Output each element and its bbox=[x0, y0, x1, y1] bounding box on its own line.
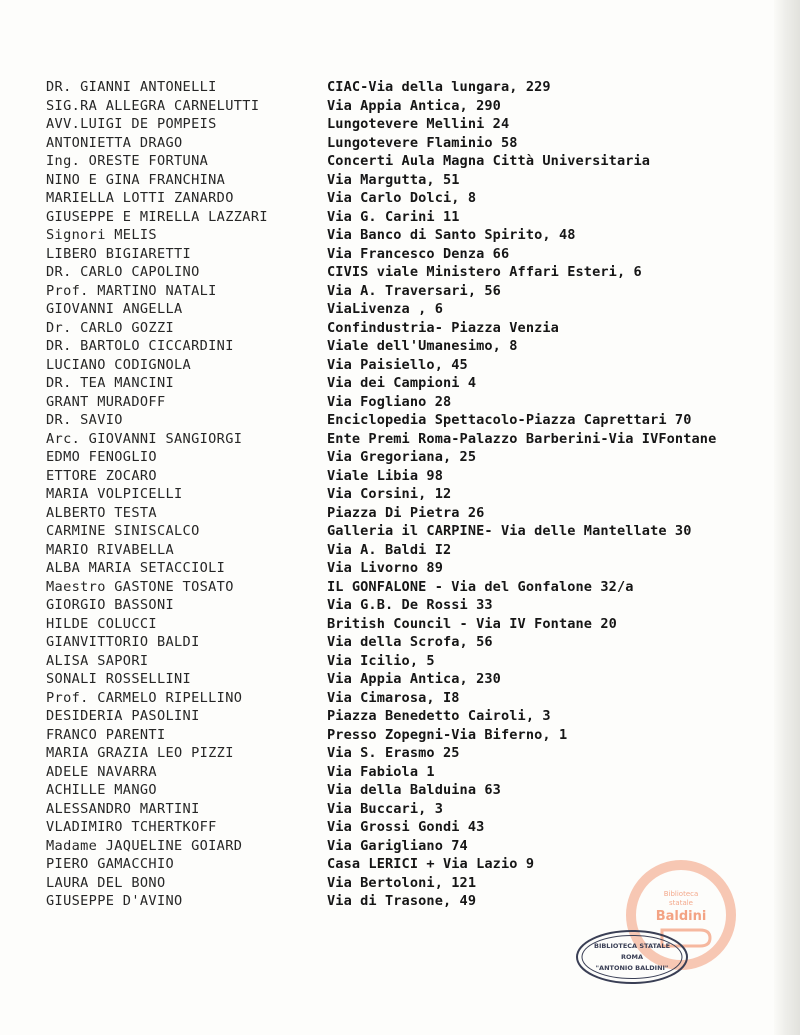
entry-name: PIERO GAMACCHIO bbox=[46, 856, 175, 872]
entry-name: MARIELLA LOTTI ZANARDO bbox=[46, 190, 234, 206]
entry-name: Signori MELIS bbox=[46, 227, 157, 243]
entry-address: Via Appia Antica, 290 bbox=[327, 97, 501, 114]
entry-name: GRANT MURADOFF bbox=[46, 393, 166, 410]
entry-address: Via Carlo Dolci, 8 bbox=[327, 190, 477, 206]
entry-name: VLADIMIRO TCHERTKOFF bbox=[46, 819, 217, 835]
entry-name: Ing. ORESTE FORTUNA bbox=[46, 153, 209, 169]
entry-address: Lungotevere Mellini 24 bbox=[327, 116, 510, 132]
entry-address: Presso Zopegni-Via Biferno, 1 bbox=[327, 726, 568, 743]
list-item bbox=[46, 263, 766, 282]
entry-address: Concerti Aula Magna Città Universitaria bbox=[327, 153, 651, 169]
entry-name: GIUSEPPE D'AVINO bbox=[46, 893, 183, 909]
list-item bbox=[46, 578, 766, 597]
list-item bbox=[46, 319, 766, 338]
list-item bbox=[46, 707, 766, 726]
entry-address: Via Francesco Denza 66 bbox=[327, 245, 510, 262]
list-item bbox=[46, 652, 766, 671]
entry-name: MARIA GRAZIA LEO PIZZI bbox=[46, 745, 234, 761]
entry-name: Arc. GIOVANNI SANGIORGI bbox=[46, 430, 243, 447]
entry-address: Via della Scrofa, 56 bbox=[327, 634, 493, 650]
list-item bbox=[46, 189, 766, 208]
list-item bbox=[46, 171, 766, 190]
entry-address: Via Buccari, 3 bbox=[327, 800, 443, 817]
list-item bbox=[46, 559, 766, 578]
entry-address: Via S. Erasmo 25 bbox=[327, 745, 460, 761]
entry-address: Via Appia Antica, 230 bbox=[327, 671, 501, 687]
address-list bbox=[46, 78, 766, 911]
entry-address: Enciclopedia Spettacolo-Piazza Caprettari 70 bbox=[327, 412, 692, 428]
list-item bbox=[46, 448, 766, 467]
entry-address: ViaLivenza , 6 bbox=[327, 301, 443, 317]
entry-address: Via Icilio, 5 bbox=[327, 652, 435, 669]
list-item bbox=[46, 689, 766, 708]
entry-name: DR. TEA MANCINI bbox=[46, 375, 175, 391]
list-item bbox=[46, 596, 766, 615]
entry-address: Via di Trasone, 49 bbox=[327, 893, 477, 909]
entry-address: Via Corsini, 12 bbox=[327, 486, 452, 502]
list-item bbox=[46, 226, 766, 245]
entry-address: Via Paisiello, 45 bbox=[327, 356, 468, 373]
entry-name: ANTONIETTA DRAGO bbox=[46, 134, 183, 151]
stamp-line1: BIBLIOTECA STATALE bbox=[593, 942, 671, 950]
entry-address: Via dei Campioni 4 bbox=[327, 375, 477, 391]
entry-address: Via Cimarosa, I8 bbox=[327, 689, 460, 706]
library-stamp bbox=[574, 928, 690, 986]
list-item bbox=[46, 282, 766, 301]
entry-name: ALISA SAPORI bbox=[46, 652, 149, 669]
entry-name: Dr. CARLO GOZZI bbox=[46, 319, 175, 336]
entry-address: Via della Balduina 63 bbox=[327, 782, 501, 798]
entry-name: ALBA MARIA SETACCIOLI bbox=[46, 560, 226, 576]
page-edge-shadow bbox=[774, 0, 800, 1035]
entry-name: ADELE NAVARRA bbox=[46, 763, 157, 780]
entry-address: Piazza Di Pietra 26 bbox=[327, 504, 485, 521]
list-item bbox=[46, 541, 766, 560]
list-item bbox=[46, 763, 766, 782]
entry-address: Via Fabiola 1 bbox=[327, 763, 435, 780]
entry-name: ALESSANDRO MARTINI bbox=[46, 800, 200, 817]
entry-name: AVV.LUIGI DE POMPEIS bbox=[46, 116, 217, 132]
list-item bbox=[46, 504, 766, 523]
entry-name: FRANCO PARENTI bbox=[46, 726, 166, 743]
entry-address: CIAC-Via della lungara, 229 bbox=[327, 79, 551, 95]
entry-address: IL GONFALONE - Via del Gonfalone 32/a bbox=[327, 578, 634, 595]
entry-address: Via Grossi Gondi 43 bbox=[327, 819, 485, 835]
entry-address: Galleria il CARPINE- Via delle Mantellate 30 bbox=[327, 523, 692, 539]
entry-name: LIBERO BIGIARETTI bbox=[46, 245, 192, 262]
entry-address: Casa LERICI + Via Lazio 9 bbox=[327, 856, 535, 872]
entry-address: Via A. Baldi I2 bbox=[327, 541, 452, 558]
entry-address: Via Banco di Santo Spirito, 48 bbox=[327, 227, 576, 243]
entry-name: DR. CARLO CAPOLINO bbox=[46, 264, 200, 280]
list-item bbox=[46, 374, 766, 393]
entry-name: MARIO RIVABELLA bbox=[46, 541, 175, 558]
entry-name: GIOVANNI ANGELLA bbox=[46, 301, 183, 317]
entry-address: Piazza Benedetto Cairoli, 3 bbox=[327, 708, 551, 724]
entry-address: Via Margutta, 51 bbox=[327, 171, 460, 188]
entry-name: SONALI ROSSELLINI bbox=[46, 671, 192, 687]
entry-name: LUCIANO CODIGNOLA bbox=[46, 356, 192, 373]
entry-address: Ente Premi Roma-Palazzo Barberini-Via IVFontane bbox=[327, 430, 717, 447]
entry-name: DR. GIANNI ANTONELLI bbox=[46, 79, 217, 95]
list-item bbox=[46, 411, 766, 430]
list-item bbox=[46, 485, 766, 504]
stamp-line3: "ANTONIO BALDINI" bbox=[595, 964, 669, 972]
entry-name: GIORGIO BASSONI bbox=[46, 597, 175, 613]
list-item bbox=[46, 393, 766, 412]
entry-name: CARMINE SINISCALCO bbox=[46, 523, 200, 539]
entry-name: LAURA DEL BONO bbox=[46, 874, 166, 891]
entry-address: Via Bertoloni, 121 bbox=[327, 874, 477, 891]
entry-address: Lungotevere Flaminio 58 bbox=[327, 134, 518, 151]
entry-name: Prof. MARTINO NATALI bbox=[46, 282, 217, 299]
list-item bbox=[46, 633, 766, 652]
entry-address: CIVIS viale Ministero Affari Esteri, 6 bbox=[327, 264, 642, 280]
watermark-line1: Biblioteca bbox=[663, 890, 699, 898]
entry-name: DR. BARTOLO CICCARDINI bbox=[46, 338, 234, 354]
entry-name: ALBERTO TESTA bbox=[46, 504, 157, 521]
list-item bbox=[46, 78, 766, 97]
entry-address: Viale dell'Umanesimo, 8 bbox=[327, 338, 518, 354]
list-item bbox=[46, 615, 766, 634]
entry-address: Via Fogliano 28 bbox=[327, 393, 452, 410]
list-item bbox=[46, 245, 766, 264]
entry-name: Maestro GASTONE TOSATO bbox=[46, 578, 234, 595]
entry-address: Via Gregoriana, 25 bbox=[327, 449, 477, 465]
entry-name: DESIDERIA PASOLINI bbox=[46, 708, 200, 724]
list-item bbox=[46, 726, 766, 745]
list-item bbox=[46, 744, 766, 763]
entry-name: Prof. CARMELO RIPELLINO bbox=[46, 689, 243, 706]
entry-address: Via Garigliano 74 bbox=[327, 837, 468, 854]
list-item bbox=[46, 300, 766, 319]
list-item bbox=[46, 152, 766, 171]
watermark-line3: Baldini bbox=[655, 909, 707, 924]
list-item bbox=[46, 670, 766, 689]
list-item bbox=[46, 800, 766, 819]
entry-name: ACHILLE MANGO bbox=[46, 782, 157, 798]
stamp-line2: ROMA bbox=[620, 953, 644, 961]
list-item bbox=[46, 208, 766, 227]
entry-name: EDMO FENOGLIO bbox=[46, 449, 157, 465]
list-item bbox=[46, 467, 766, 486]
entry-name: NINO E GINA FRANCHINA bbox=[46, 171, 226, 188]
entry-address: Via G. Carini 11 bbox=[327, 208, 460, 225]
entry-name: HILDE COLUCCI bbox=[46, 615, 157, 632]
entry-name: DR. SAVIO bbox=[46, 412, 123, 428]
entry-name: ETTORE ZOCARO bbox=[46, 467, 157, 484]
entry-name: GIANVITTORIO BALDI bbox=[46, 634, 200, 650]
entry-name: Madame JAQUELINE GOIARD bbox=[46, 837, 243, 854]
list-item bbox=[46, 837, 766, 856]
entry-address: Via G.B. De Rossi 33 bbox=[327, 597, 493, 613]
entry-name: SIG.RA ALLEGRA CARNELUTTI bbox=[46, 97, 260, 114]
watermark-line2: statale bbox=[669, 899, 693, 907]
entry-address: Via Livorno 89 bbox=[327, 560, 443, 576]
list-item bbox=[46, 134, 766, 153]
entry-address: Confindustria- Piazza Venzia bbox=[327, 319, 559, 336]
entry-address: Via A. Traversari, 56 bbox=[327, 282, 501, 299]
entry-address: British Council - Via IV Fontane 20 bbox=[327, 615, 617, 632]
list-item bbox=[46, 522, 766, 541]
list-item bbox=[46, 781, 766, 800]
entry-name: GIUSEPPE E MIRELLA LAZZARI bbox=[46, 208, 268, 225]
list-item bbox=[46, 356, 766, 375]
list-item bbox=[46, 115, 766, 134]
list-item bbox=[46, 337, 766, 356]
entry-address: Viale Libia 98 bbox=[327, 467, 443, 484]
entry-name: MARIA VOLPICELLI bbox=[46, 486, 183, 502]
list-item bbox=[46, 818, 766, 837]
list-item bbox=[46, 97, 766, 116]
list-item bbox=[46, 430, 766, 449]
